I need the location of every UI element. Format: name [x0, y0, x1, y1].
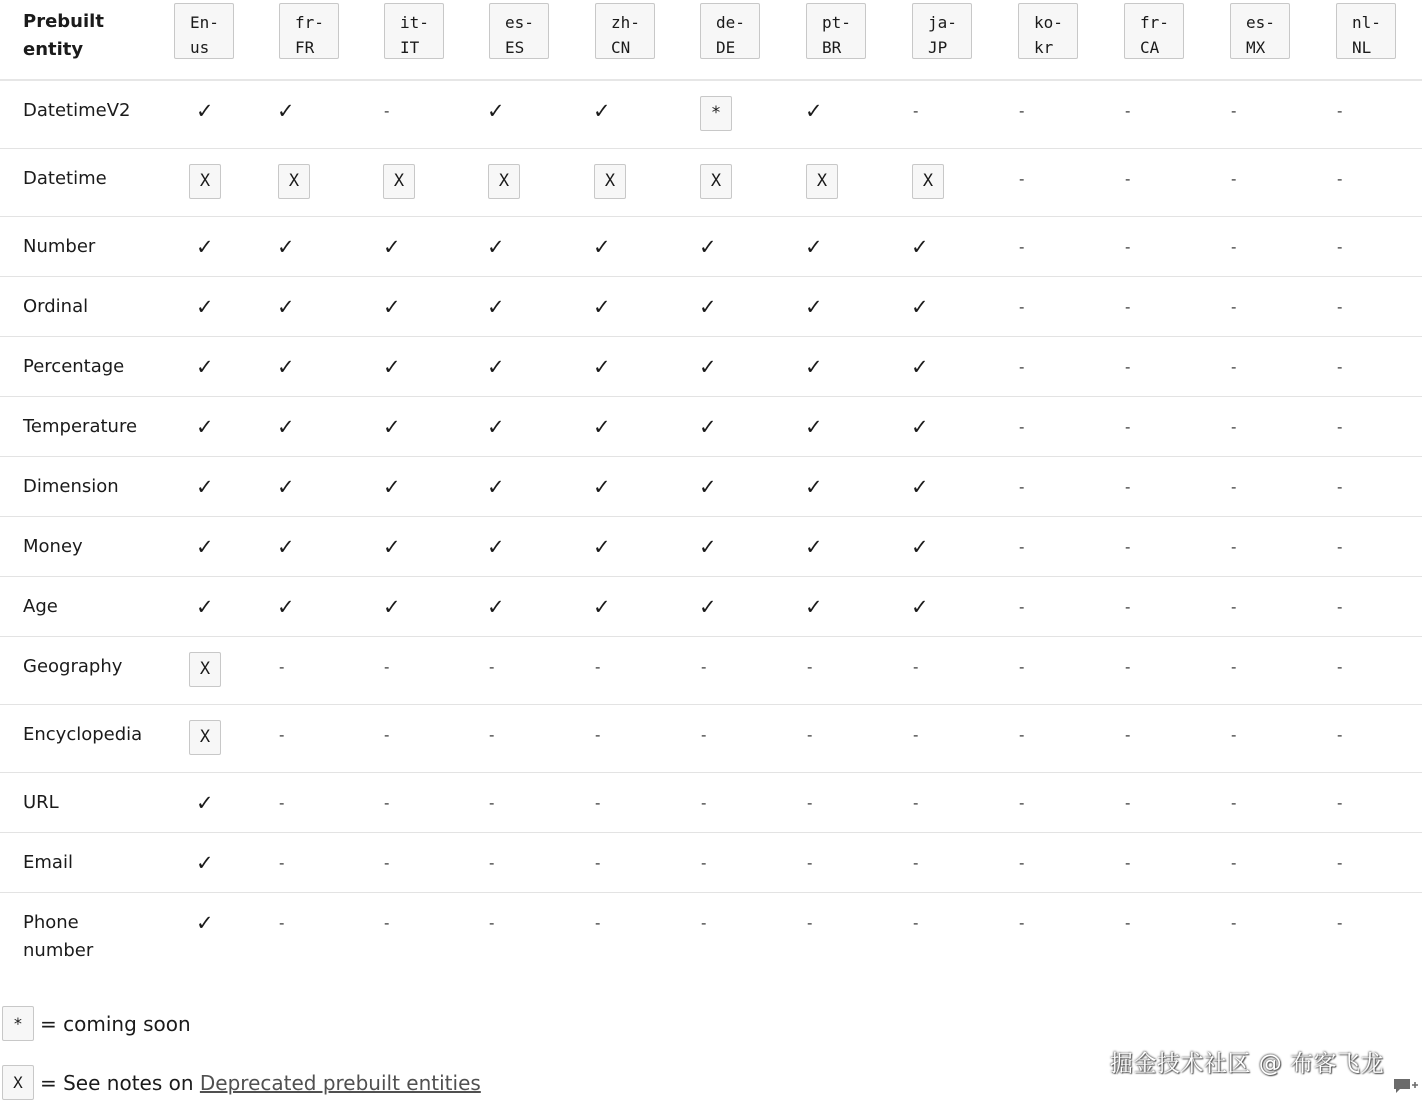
not-supported-dash: - [913, 854, 919, 872]
supported-check: ✓ [196, 595, 214, 619]
table-row [0, 81, 1422, 149]
supported-check: ✓ [196, 295, 214, 319]
entity-name: URL [23, 792, 59, 813]
not-supported-dash: - [1019, 854, 1025, 872]
supported-check: ✓ [277, 99, 295, 123]
not-supported-dash: - [595, 914, 601, 932]
not-supported-dash: - [1231, 418, 1237, 436]
table-body [0, 81, 1422, 978]
legend-x-text [40, 1069, 481, 1097]
not-supported-dash: - [595, 794, 601, 812]
entity-name: Temperature [23, 416, 138, 437]
supported-check: ✓ [805, 415, 823, 439]
header-lang-es-mx: es- MX [1230, 3, 1290, 59]
supported-check: ✓ [487, 235, 505, 259]
not-supported-dash: - [1337, 598, 1343, 616]
supported-check: ✓ [196, 851, 214, 875]
table-row [0, 457, 1422, 517]
supported-check: ✓ [196, 535, 214, 559]
supported-check: ✓ [277, 235, 295, 259]
coming-soon-star-box: * [700, 96, 732, 131]
not-supported-dash: - [489, 854, 495, 872]
not-supported-dash: - [1231, 298, 1237, 316]
entity-name: Dimension [23, 476, 119, 497]
not-supported-dash: - [279, 726, 285, 744]
table-header-row [0, 0, 1422, 81]
supported-check: ✓ [196, 415, 214, 439]
table-row [0, 217, 1422, 277]
legend-star-text: = coming soon [40, 1012, 191, 1036]
supported-check: ✓ [911, 595, 929, 619]
entity-name: DatetimeV2 [23, 100, 131, 121]
not-supported-dash: - [701, 854, 707, 872]
not-supported-dash: - [1231, 478, 1237, 496]
not-supported-dash: - [489, 794, 495, 812]
header-lang-ja-jp: ja- JP [912, 3, 972, 59]
supported-check: ✓ [196, 235, 214, 259]
supported-check: ✓ [196, 911, 214, 935]
supported-check: ✓ [277, 595, 295, 619]
entity-name: Email [23, 852, 73, 873]
not-supported-dash: - [1337, 726, 1343, 744]
table-row [0, 577, 1422, 637]
table-row [0, 893, 1422, 978]
legend [0, 1002, 700, 1102]
table-row [0, 833, 1422, 893]
supported-check: ✓ [699, 295, 717, 319]
supported-check: ✓ [487, 475, 505, 499]
not-supported-dash: - [1019, 170, 1025, 188]
legend-x-prefix: = See notes on [40, 1071, 200, 1095]
not-supported-dash: - [279, 854, 285, 872]
supported-check: ✓ [593, 235, 611, 259]
not-supported-dash: - [489, 726, 495, 744]
supported-check: ✓ [487, 295, 505, 319]
supported-check: ✓ [487, 355, 505, 379]
supported-check: ✓ [593, 535, 611, 559]
not-supported-dash: - [1125, 914, 1131, 932]
supported-check: ✓ [277, 415, 295, 439]
supported-check: ✓ [805, 99, 823, 123]
supported-check: ✓ [911, 415, 929, 439]
entity-name: Ordinal [23, 296, 89, 317]
deprecated-x-box: X [912, 164, 944, 199]
entity-name: Percentage [23, 356, 125, 377]
supported-check: ✓ [196, 355, 214, 379]
not-supported-dash: - [1019, 726, 1025, 744]
legend-star-box: * [2, 1006, 34, 1041]
supported-check: ✓ [277, 475, 295, 499]
supported-check: ✓ [593, 99, 611, 123]
supported-check: ✓ [699, 475, 717, 499]
supported-check: ✓ [487, 595, 505, 619]
supported-check: ✓ [196, 791, 214, 815]
feedback-plus-icon[interactable] [1392, 1076, 1420, 1096]
not-supported-dash: - [384, 102, 390, 120]
not-supported-dash: - [1337, 238, 1343, 256]
deprecated-x-box: X [189, 720, 221, 755]
not-supported-dash: - [1337, 418, 1343, 436]
not-supported-dash: - [1125, 726, 1131, 744]
supported-check: ✓ [487, 535, 505, 559]
table-row [0, 773, 1422, 833]
supported-check: ✓ [911, 355, 929, 379]
legend-x-box: X [2, 1065, 34, 1100]
table-row [0, 637, 1422, 705]
supported-check: ✓ [805, 535, 823, 559]
not-supported-dash: - [1125, 358, 1131, 376]
not-supported-dash: - [595, 658, 601, 676]
not-supported-dash: - [1125, 298, 1131, 316]
table-row [0, 149, 1422, 217]
supported-check: ✓ [383, 415, 401, 439]
not-supported-dash: - [1019, 914, 1025, 932]
entity-name: Number [23, 236, 96, 257]
not-supported-dash: - [1019, 658, 1025, 676]
supported-check: ✓ [383, 355, 401, 379]
table-row [0, 337, 1422, 397]
supported-check: ✓ [593, 595, 611, 619]
supported-check: ✓ [699, 355, 717, 379]
not-supported-dash: - [279, 658, 285, 676]
supported-check: ✓ [487, 99, 505, 123]
not-supported-dash: - [279, 794, 285, 812]
not-supported-dash: - [913, 914, 919, 932]
not-supported-dash: - [384, 914, 390, 932]
not-supported-dash: - [1125, 658, 1131, 676]
not-supported-dash: - [1231, 598, 1237, 616]
supported-check: ✓ [593, 355, 611, 379]
not-supported-dash: - [1231, 914, 1237, 932]
not-supported-dash: - [1337, 170, 1343, 188]
not-supported-dash: - [701, 914, 707, 932]
not-supported-dash: - [1019, 598, 1025, 616]
not-supported-dash: - [1125, 478, 1131, 496]
not-supported-dash: - [1125, 538, 1131, 556]
supported-check: ✓ [805, 235, 823, 259]
supported-check: ✓ [383, 535, 401, 559]
supported-check: ✓ [277, 535, 295, 559]
supported-check: ✓ [805, 475, 823, 499]
supported-check: ✓ [196, 475, 214, 499]
supported-check: ✓ [911, 295, 929, 319]
not-supported-dash: - [807, 914, 813, 932]
deprecated-x-box: X [700, 164, 732, 199]
supported-check: ✓ [805, 355, 823, 379]
table-row [0, 517, 1422, 577]
supported-check: ✓ [593, 475, 611, 499]
not-supported-dash: - [807, 658, 813, 676]
not-supported-dash: - [1019, 418, 1025, 436]
table-row [0, 705, 1422, 773]
supported-check: ✓ [277, 295, 295, 319]
supported-check: ✓ [699, 415, 717, 439]
not-supported-dash: - [807, 854, 813, 872]
not-supported-dash: - [1231, 658, 1237, 676]
deprecated-prebuilt-entities-link[interactable]: Deprecated prebuilt entities [199, 1071, 481, 1095]
not-supported-dash: - [489, 914, 495, 932]
header-lang-it-it: it- IT [384, 3, 444, 59]
not-supported-dash: - [1125, 238, 1131, 256]
not-supported-dash: - [913, 658, 919, 676]
not-supported-dash: - [1125, 418, 1131, 436]
not-supported-dash: - [1231, 170, 1237, 188]
not-supported-dash: - [1125, 170, 1131, 188]
not-supported-dash: - [1337, 478, 1343, 496]
not-supported-dash: - [1231, 726, 1237, 744]
supported-check: ✓ [196, 99, 214, 123]
not-supported-dash: - [1337, 658, 1343, 676]
not-supported-dash: - [384, 794, 390, 812]
not-supported-dash: - [1019, 358, 1025, 376]
not-supported-dash: - [701, 658, 707, 676]
not-supported-dash: - [701, 794, 707, 812]
entity-name: Age [23, 596, 58, 617]
supported-check: ✓ [699, 535, 717, 559]
not-supported-dash: - [1019, 102, 1025, 120]
entity-name: Phone number [23, 912, 94, 961]
deprecated-x-box: X [278, 164, 310, 199]
header-lang-es-es: es- ES [489, 3, 549, 59]
not-supported-dash: - [913, 726, 919, 744]
header-lang-ko-kr: ko- kr [1018, 3, 1078, 59]
watermark: 掘金技术社区 @ 布客飞龙 [1110, 1051, 1385, 1077]
not-supported-dash: - [1337, 538, 1343, 556]
not-supported-dash: - [1231, 238, 1237, 256]
table-row [0, 277, 1422, 337]
not-supported-dash: - [913, 794, 919, 812]
supported-check: ✓ [383, 295, 401, 319]
not-supported-dash: - [1125, 102, 1131, 120]
header-prebuilt-entity: Prebuilt entity [23, 11, 104, 60]
entity-name: Datetime [23, 168, 107, 189]
table-row [0, 397, 1422, 457]
header-lang-nl-nl: nl- NL [1336, 3, 1396, 59]
header-lang-zh-cn: zh- CN [595, 3, 655, 59]
supported-check: ✓ [805, 295, 823, 319]
not-supported-dash: - [1337, 298, 1343, 316]
supported-check: ✓ [277, 355, 295, 379]
not-supported-dash: - [1125, 598, 1131, 616]
entity-name: Encyclopedia [23, 724, 143, 745]
not-supported-dash: - [1337, 358, 1343, 376]
not-supported-dash: - [701, 726, 707, 744]
header-lang-en-us: En- us [174, 3, 234, 59]
not-supported-dash: - [1231, 358, 1237, 376]
entity-name: Geography [23, 656, 123, 677]
supported-check: ✓ [593, 295, 611, 319]
not-supported-dash: - [595, 854, 601, 872]
header-lang-fr-ca: fr- CA [1124, 3, 1184, 59]
not-supported-dash: - [279, 914, 285, 932]
supported-check: ✓ [383, 595, 401, 619]
not-supported-dash: - [1231, 102, 1237, 120]
entity-name: Money [23, 536, 83, 557]
not-supported-dash: - [1019, 538, 1025, 556]
not-supported-dash: - [913, 102, 919, 120]
not-supported-dash: - [1231, 538, 1237, 556]
header-lang-pt-br: pt- BR [806, 3, 866, 59]
supported-check: ✓ [911, 235, 929, 259]
header-lang-de-de: de- DE [700, 3, 760, 59]
supported-check: ✓ [487, 415, 505, 439]
not-supported-dash: - [1125, 854, 1131, 872]
not-supported-dash: - [807, 726, 813, 744]
not-supported-dash: - [1337, 794, 1343, 812]
supported-check: ✓ [383, 235, 401, 259]
not-supported-dash: - [1337, 854, 1343, 872]
not-supported-dash: - [1231, 854, 1237, 872]
supported-check: ✓ [911, 475, 929, 499]
not-supported-dash: - [1019, 478, 1025, 496]
deprecated-x-box: X [189, 164, 221, 199]
deprecated-x-box: X [189, 652, 221, 687]
not-supported-dash: - [384, 726, 390, 744]
not-supported-dash: - [1337, 914, 1343, 932]
supported-check: ✓ [911, 535, 929, 559]
deprecated-x-box: X [383, 164, 415, 199]
supported-check: ✓ [699, 595, 717, 619]
not-supported-dash: - [1337, 102, 1343, 120]
supported-check: ✓ [383, 475, 401, 499]
deprecated-x-box: X [806, 164, 838, 199]
supported-check: ✓ [699, 235, 717, 259]
not-supported-dash: - [384, 854, 390, 872]
not-supported-dash: - [1125, 794, 1131, 812]
not-supported-dash: - [384, 658, 390, 676]
not-supported-dash: - [489, 658, 495, 676]
deprecated-x-box: X [488, 164, 520, 199]
not-supported-dash: - [807, 794, 813, 812]
supported-check: ✓ [593, 415, 611, 439]
deprecated-x-box: X [594, 164, 626, 199]
not-supported-dash: - [595, 726, 601, 744]
not-supported-dash: - [1019, 794, 1025, 812]
supported-check: ✓ [805, 595, 823, 619]
not-supported-dash: - [1019, 298, 1025, 316]
header-lang-fr-fr: fr- FR [279, 3, 339, 59]
not-supported-dash: - [1019, 238, 1025, 256]
not-supported-dash: - [1231, 794, 1237, 812]
